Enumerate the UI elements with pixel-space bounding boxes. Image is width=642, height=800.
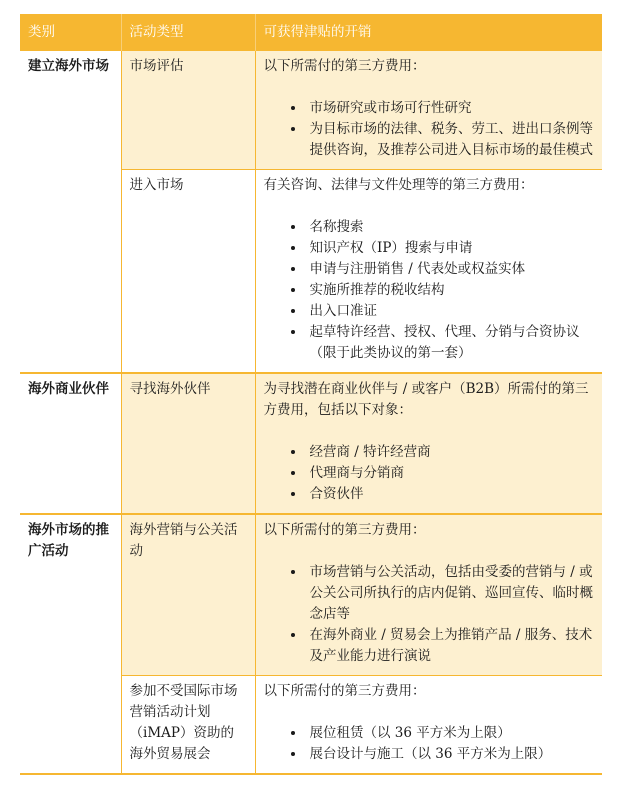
list-item: • 起草特许经营、授权、代理、分销与合资协议（限于此类协议的第一套） xyxy=(306,322,595,364)
table-row xyxy=(20,373,602,514)
list-item: • 为目标市场的法律、税务、劳工、进出口条例等提供咨询，及推荐公司进入目标市场的最佳模式 xyxy=(306,119,595,161)
list-item: • 展台设计与施工（以 36 平方米为上限） xyxy=(306,744,595,765)
category-cell: 建立海外市场 xyxy=(20,51,121,373)
expense-table xyxy=(20,14,602,775)
activity-type-cell: 进入市场 xyxy=(121,170,255,374)
list-item: • 申请与注册销售 / 代表处或权益实体 xyxy=(306,259,595,280)
expenses-intro: 以下所需付的第三方费用： xyxy=(263,58,426,74)
category-cell: 海外市场的推广活动 xyxy=(20,514,121,774)
list-item: • 代理商与分销商 xyxy=(306,463,595,484)
table-header-row xyxy=(20,14,602,51)
expenses-list xyxy=(264,217,595,364)
expenses-cell xyxy=(255,676,602,775)
list-item: • 展位租赁（以 36 平方米为上限） xyxy=(306,723,595,744)
expenses-list xyxy=(264,442,595,505)
activity-type-cell: 海外营销与公关活动 xyxy=(121,514,255,676)
activity-type-cell: 寻找海外伙伴 xyxy=(121,373,255,514)
activity-type-cell: 市场评估 xyxy=(121,51,255,170)
expenses-intro: 为寻找潜在商业伙伴与 / 或客户（B2B）所需付的第三方费用，包括以下对象： xyxy=(263,381,589,418)
expenses-list xyxy=(264,562,595,667)
list-item: • 经营商 / 特许经营商 xyxy=(306,442,595,463)
list-item: • 名称搜索 xyxy=(306,217,595,238)
list-item: • 市场营销与公关活动，包括由受委的营销与 / 或公关公司所执行的店内促销、巡回宣传、临时概念店等 xyxy=(306,562,595,625)
expenses-intro: 以下所需付的第三方费用： xyxy=(263,683,426,699)
header-category: 类别 xyxy=(20,14,121,51)
header-activity-type: 活动类型 xyxy=(121,14,255,51)
list-item: • 在海外商业 / 贸易会上为推销产品 / 服务、技术及产业能力进行演说 xyxy=(306,625,595,667)
expenses-intro: 有关咨询、法律与文件处理等的第三方费用： xyxy=(263,177,534,193)
list-item: • 出入口准证 xyxy=(306,301,595,322)
expenses-cell xyxy=(255,514,602,676)
expenses-cell xyxy=(255,170,602,374)
category-cell: 海外商业伙伴 xyxy=(20,373,121,514)
list-item: • 合资伙伴 xyxy=(306,484,595,505)
header-eligible-expenses: 可获得津贴的开销 xyxy=(255,14,602,51)
list-item: • 市场研究或市场可行性研究 xyxy=(306,98,595,119)
list-item: • 知识产权（IP）搜索与申请 xyxy=(306,238,595,259)
expenses-list xyxy=(264,723,595,765)
activity-type-cell: 参加不受国际市场营销活动计划（iMAP）资助的海外贸易展会 xyxy=(121,676,255,775)
expenses-list xyxy=(264,98,595,161)
expenses-intro: 以下所需付的第三方费用： xyxy=(263,522,426,538)
table-row xyxy=(20,514,602,676)
table-row xyxy=(20,51,602,170)
list-item: • 实施所推荐的税收结构 xyxy=(306,280,595,301)
expenses-cell xyxy=(255,373,602,514)
expenses-cell xyxy=(255,51,602,170)
